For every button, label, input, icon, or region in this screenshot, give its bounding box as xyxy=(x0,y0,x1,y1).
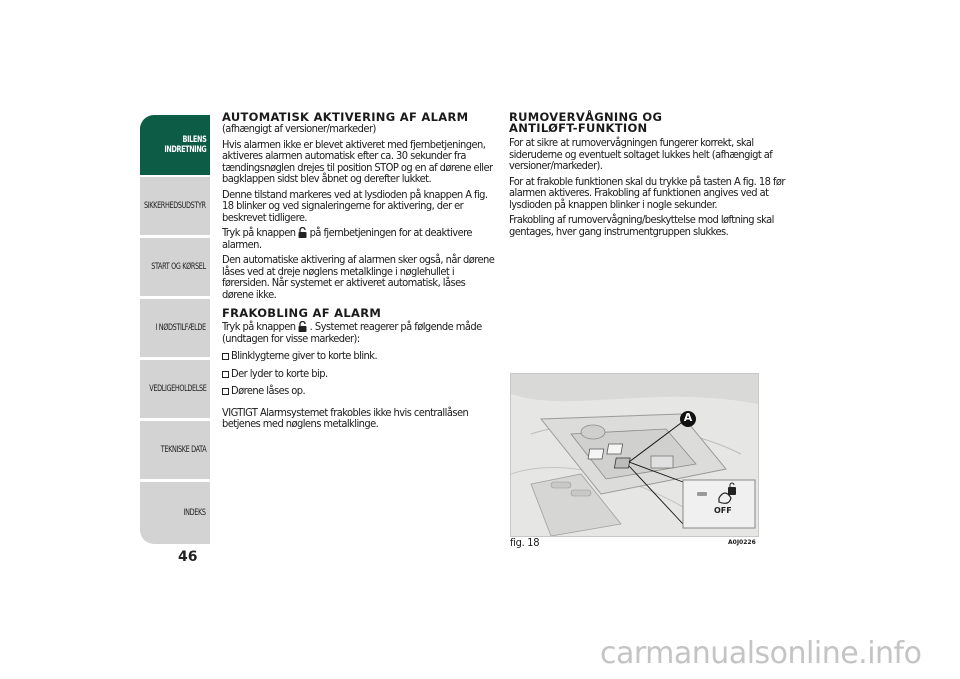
text: på fjernbetjeningen for at deaktivere alarmen. xyxy=(222,226,472,251)
tab-label: BILENS xyxy=(182,135,206,145)
unlock-icon xyxy=(298,321,307,332)
left-column xyxy=(222,112,498,434)
tab-label: SIKKERHEDSUDSTYR xyxy=(144,201,206,211)
figure-18-image xyxy=(510,373,759,537)
right-column xyxy=(509,112,791,241)
heading-line: ANTILØFT-FUNKTION xyxy=(509,121,648,135)
tab-vedligeholdelse[interactable] xyxy=(140,360,210,420)
checkbox-icon xyxy=(222,371,229,378)
paragraph-vigtigt: VIGTIGT Alarmsystemet frakobles ikke hvis centrallåsen betjenes med nøglens metalklinge. xyxy=(222,405,469,430)
figure-caption: fig. 18 xyxy=(510,536,540,549)
tab-indeks[interactable] xyxy=(140,482,210,542)
subtitle-versions: (afhængigt af versioner/markeder) xyxy=(222,122,376,135)
tab-tekniske-data[interactable] xyxy=(140,421,210,481)
heading-frakobling: FRAKOBLING AF ALARM xyxy=(222,306,382,320)
bullet-text: Der lyder to korte bip. xyxy=(231,366,328,380)
heading-rumovervagning xyxy=(509,112,791,134)
heading-automatisk-aktivering: AUTOMATISK AKTIVERING AF ALARM xyxy=(222,110,469,124)
checkbox-icon xyxy=(222,388,229,395)
off-label: OFF xyxy=(714,506,732,515)
paragraph: Hvis alarmen ikke er blevet aktiveret med fjernbetjeningen, aktiveres alarmen automatisk efter ca. 30 sekunder fra tændingsnøglen drejes til position STOP og en af dørene eller bagklappen sidst blev åbnet og derefter lukket. xyxy=(222,137,493,185)
inset-off-button xyxy=(683,480,755,528)
paragraph-unlock xyxy=(222,227,498,250)
figure-code: A0J0226 xyxy=(728,539,756,546)
bullet-item xyxy=(222,368,498,380)
tab-start-og-korsel[interactable] xyxy=(140,238,210,298)
tab-i-nodstilfaelde[interactable] xyxy=(140,299,210,359)
paragraph: For at frakoble funktionen skal du trykke på tasten A fig. 18 før alarmen aktiveres. Frakobling af funktionen angives ved at lysdioden på knappen blinker i nogle sekunder. xyxy=(509,174,785,211)
tab-label-2: INDRETNING xyxy=(163,145,206,155)
text: Tryk på knappen xyxy=(222,226,296,239)
paragraph: Frakobling af rumovervågning/beskyttelse mod løftning skal gentages, hver gang instrumentgruppen slukkes. xyxy=(509,213,774,238)
text: . Systemet reagerer på følgende måde (undtagen for visse markeder): xyxy=(222,320,482,345)
heading-line: RUMOVERVÅGNING OG xyxy=(509,110,663,124)
paragraph: Den automatiske aktivering af alarmen sker også, når dørene låses ved at dreje nøglens metalklinge i nøglehullet i førersiden. Når systemet er aktiveret automatisk, låses dørene ikke. xyxy=(222,253,495,301)
tab-bilens-indretning[interactable] xyxy=(140,115,210,175)
tab-label: TEKNISKE DATA xyxy=(160,445,206,455)
paragraph: For at sikre at rumovervågningen fungerer korrekt, skal sideruderne og eventuelt soltaget lukkes helt (afhængigt af versioner/markeder). xyxy=(509,136,773,172)
watermark-text: carmanualsonline.info xyxy=(600,636,922,671)
unlock-icon xyxy=(298,227,307,238)
paragraph-frakobling xyxy=(222,321,498,344)
tab-label: START OG KØRSEL xyxy=(151,262,206,272)
tab-label: VEDLIGEHOLDELSE xyxy=(148,384,206,394)
bullet-text: Dørene låses op. xyxy=(231,384,306,397)
tab-label: I NØDSTILFÆLDE xyxy=(155,323,206,333)
page-number: 46 xyxy=(178,549,198,565)
bullet-text: Blinklygterne giver to korte blink. xyxy=(231,349,378,362)
paragraph: Denne tilstand markeres ved at lysdioden på knappen A fig. 18 blinker og ved signaleringerne for aktivering, der er beskrevet tidligere. xyxy=(222,187,488,224)
tab-sikkerhedsudstyr[interactable] xyxy=(140,177,210,237)
text: Tryk på knappen xyxy=(222,320,296,333)
tab-label: INDEKS xyxy=(183,508,206,518)
callout-a-label: A xyxy=(683,411,693,424)
checkbox-icon xyxy=(222,353,229,360)
bullet-item xyxy=(222,385,498,397)
bullet-item xyxy=(222,350,498,362)
